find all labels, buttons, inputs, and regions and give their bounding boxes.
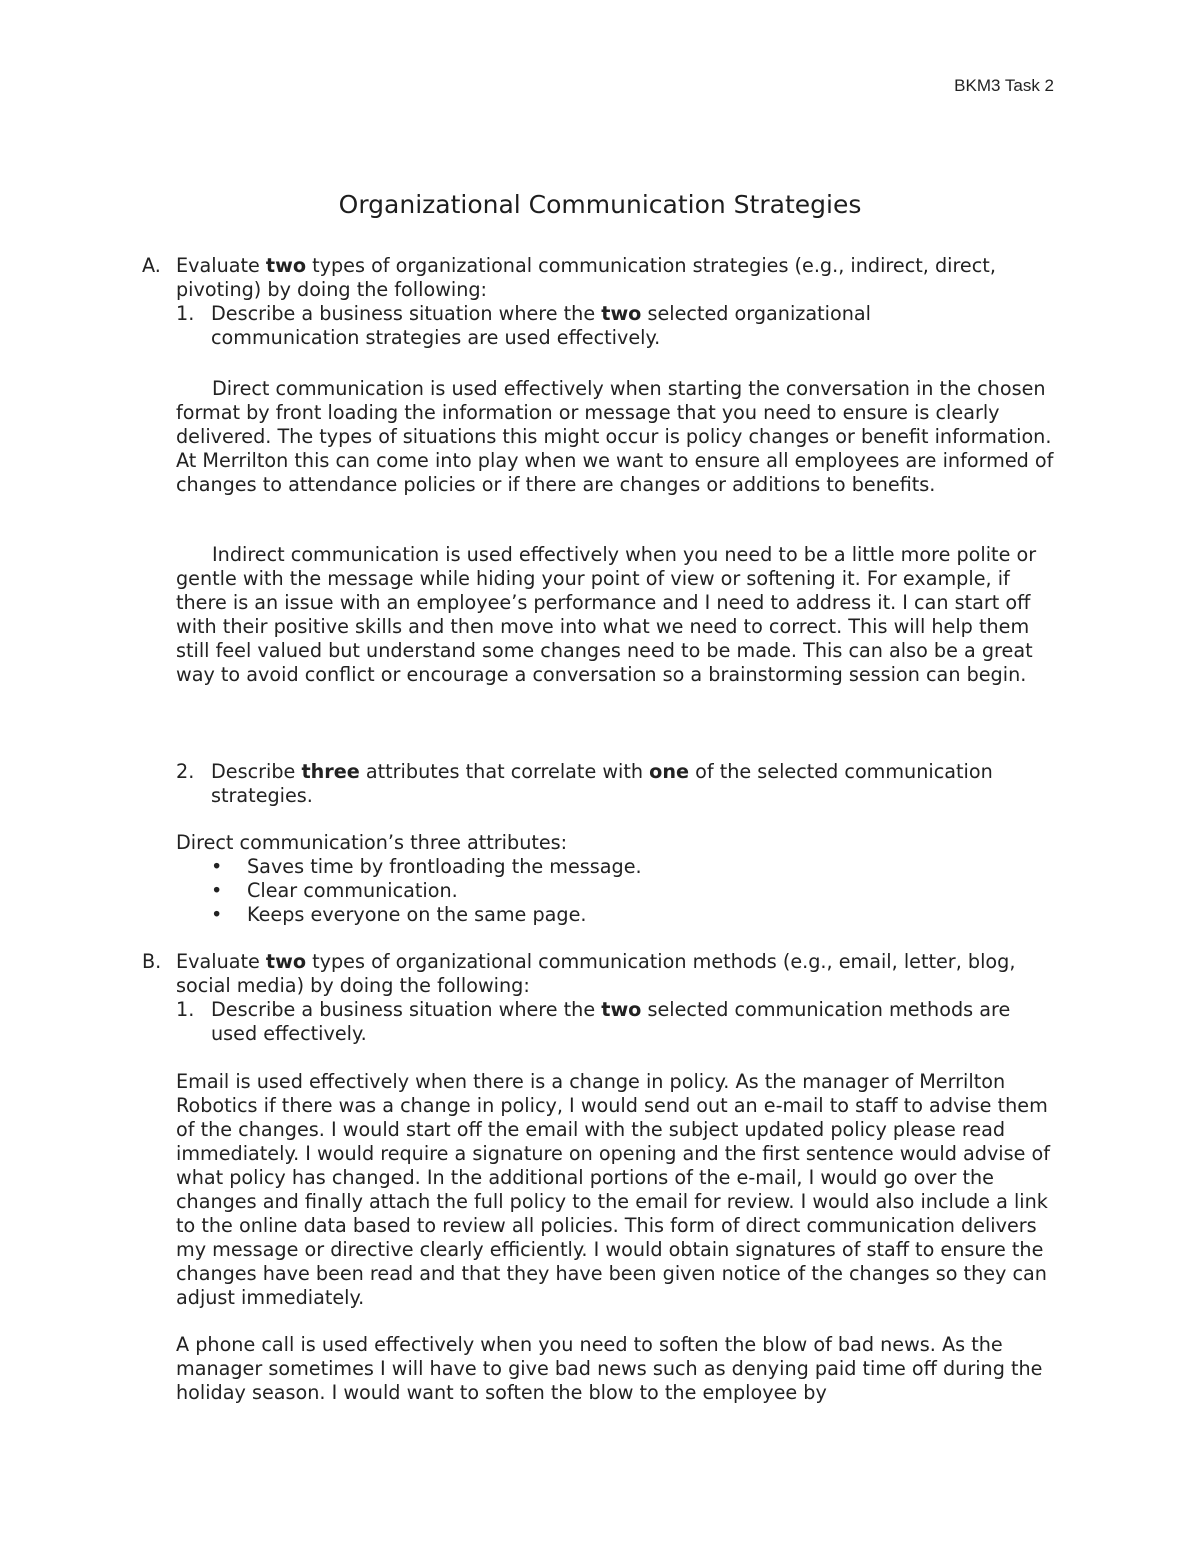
list-item: • Saves time by frontloading the message. — [211, 855, 642, 878]
bullet-icon: • — [211, 855, 223, 878]
section-b-paragraph-phone: A phone call is used effectively when you need to soften the blow of bad news. As the manager sometimes I will have to give bad news such as denying paid time off during the holiday season. I would want to soften the blow to the employee by — [176, 1333, 1043, 1404]
section-a-lead: Evaluate two types of organizational communication strategies (e.g., indirect, direct, pivoting) by doing the following: — [176, 254, 996, 301]
section-b-item1-marker: 1. — [176, 998, 195, 1021]
section-b-lead: Evaluate two types of organizational communication methods (e.g., email, letter, blog, social media) by doing the following: — [176, 950, 1016, 997]
section-b-marker: B. — [142, 950, 162, 973]
section-a-marker: A. — [142, 254, 161, 277]
attributes-list — [176, 855, 1076, 927]
section-a-paragraph-indirect: Indirect communication is used effectively when you need to be a little more polite or gentle with the message while hiding your point of view or softening it. For example, if there is an issue with an employee’s performance and I need to address it. I can start off with their positive skills and then move into what we need to correct. This will help them still feel valued but understand some changes need to be made. This can also be a great way to avoid conflict or encourage a conversation so a brainstorming session can begin. — [176, 543, 1037, 686]
bullet-icon: • — [211, 879, 223, 902]
bullet-icon: • — [211, 903, 223, 926]
page-header: BKM3 Task 2 — [954, 76, 1054, 95]
attributes-heading: Direct communication’s three attributes: — [176, 831, 568, 854]
list-item: • Keeps everyone on the same page. — [211, 903, 587, 926]
section-a-paragraph-direct: Direct communication is used effectively when starting the conversation in the chosen format by front loading the information or message that you need to ensure is clearly delivered. The types of situations this might occur is policy changes or benefit information. At Merrilton this can come into play when we want to ensure all employees are informed of changes to attendance policies or if there are changes or additions to benefits. — [176, 377, 1054, 496]
list-item: • Clear communication. — [211, 879, 458, 902]
section-a-item2: Describe three attributes that correlate with one of the selected communication strategies. — [211, 760, 993, 807]
section-b-item1: Describe a business situation where the two selected communication methods are used effectively. — [211, 998, 1011, 1045]
section-b-paragraph-email: Email is used effectively when there is a change in policy. As the manager of Merrilton Robotics if there was a change in policy, I would send out an e-mail to staff to advise them of the changes. I would start off the email with the subject updated policy please read immediately. I would require a signature on opening and the first sentence would advise of what policy has changed. In the additional portions of the e-mail, I would go over the changes and finally attach the full policy to the email for review. I would also include a link to the online data based to review all policies. This form of direct communication delivers my message or directive clearly efficiently. I would obtain signatures of staff to ensure the changes have been read and that they have been given notice of the changes so they can adjust immediately. — [176, 1070, 1051, 1309]
section-a-item1-marker: 1. — [176, 302, 195, 325]
document-title: Organizational Communication Strategies — [338, 190, 862, 219]
section-a-item1: Describe a business situation where the two selected organizational communication strategies are used effectively. — [211, 302, 871, 349]
section-a-item2-marker: 2. — [176, 760, 195, 783]
